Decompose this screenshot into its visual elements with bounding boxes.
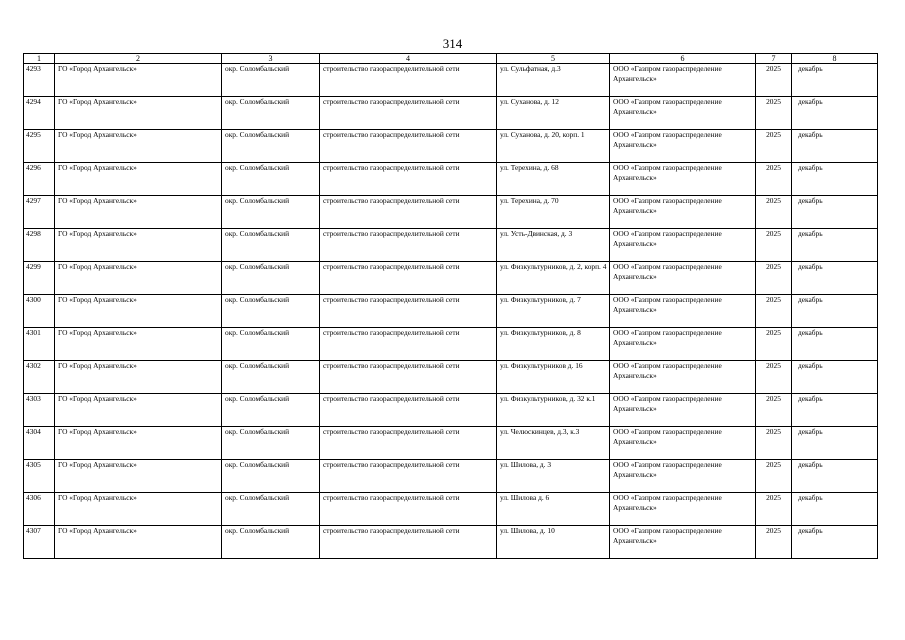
- cell-work-type: строительство газораспределительной сети: [320, 493, 497, 526]
- cell-work-type: строительство газораспределительной сети: [320, 229, 497, 262]
- cell-year: 2025: [756, 295, 792, 328]
- cell-district: окр. Соломбальский: [222, 328, 320, 361]
- cell-year: 2025: [756, 262, 792, 295]
- cell-municipality: ГО «Город Архангельск»: [55, 526, 222, 559]
- cell-municipality: ГО «Город Архангельск»: [55, 493, 222, 526]
- cell-year: 2025: [756, 130, 792, 163]
- cell-organization: ООО «Газпром газораспределение Архангельск»: [610, 97, 756, 130]
- cell-row-number: 4303: [24, 394, 55, 427]
- cell-municipality: ГО «Город Архангельск»: [55, 460, 222, 493]
- cell-month: декабрь: [792, 295, 878, 328]
- cell-year: 2025: [756, 361, 792, 394]
- cell-district: окр. Соломбальский: [222, 97, 320, 130]
- column-header-3: 3: [222, 54, 320, 64]
- cell-year: 2025: [756, 328, 792, 361]
- cell-year: 2025: [756, 163, 792, 196]
- cell-organization: ООО «Газпром газораспределение Архангельск»: [610, 328, 756, 361]
- cell-organization: ООО «Газпром газораспределение Архангельск»: [610, 196, 756, 229]
- cell-address: ул. Сульфатная, д.3: [497, 64, 610, 97]
- cell-district: окр. Соломбальский: [222, 163, 320, 196]
- table-row: [24, 262, 878, 295]
- cell-municipality: ГО «Город Архангельск»: [55, 361, 222, 394]
- table-row: [24, 493, 878, 526]
- cell-organization: ООО «Газпром газораспределение Архангельск»: [610, 130, 756, 163]
- cell-address: ул. Физкультурников, д. 7: [497, 295, 610, 328]
- cell-district: окр. Соломбальский: [222, 493, 320, 526]
- table-row: [24, 64, 878, 97]
- cell-row-number: 4296: [24, 163, 55, 196]
- cell-address: ул. Усть-Двинская, д. 3: [497, 229, 610, 262]
- cell-month: декабрь: [792, 130, 878, 163]
- cell-row-number: 4299: [24, 262, 55, 295]
- table-row: [24, 394, 878, 427]
- cell-work-type: строительство газораспределительной сети: [320, 295, 497, 328]
- cell-row-number: 4300: [24, 295, 55, 328]
- cell-month: декабрь: [792, 97, 878, 130]
- cell-row-number: 4298: [24, 229, 55, 262]
- cell-row-number: 4307: [24, 526, 55, 559]
- cell-year: 2025: [756, 196, 792, 229]
- cell-municipality: ГО «Город Архангельск»: [55, 64, 222, 97]
- cell-year: 2025: [756, 229, 792, 262]
- cell-work-type: строительство газораспределительной сети: [320, 196, 497, 229]
- cell-work-type: строительство газораспределительной сети: [320, 163, 497, 196]
- cell-municipality: ГО «Город Архангельск»: [55, 427, 222, 460]
- cell-work-type: строительство газораспределительной сети: [320, 361, 497, 394]
- cell-address: ул. Терехина, д. 70: [497, 196, 610, 229]
- table-row: [24, 427, 878, 460]
- cell-district: окр. Соломбальский: [222, 130, 320, 163]
- cell-address: ул. Суханова, д. 20, корп. 1: [497, 130, 610, 163]
- cell-municipality: ГО «Город Архангельск»: [55, 196, 222, 229]
- cell-municipality: ГО «Город Архангельск»: [55, 163, 222, 196]
- cell-address: ул. Шилова, д. 3: [497, 460, 610, 493]
- cell-year: 2025: [756, 427, 792, 460]
- column-header-5: 5: [497, 54, 610, 64]
- cell-organization: ООО «Газпром газораспределение Архангельск»: [610, 262, 756, 295]
- column-header-1: 1: [24, 54, 55, 64]
- cell-municipality: ГО «Город Архангельск»: [55, 394, 222, 427]
- cell-district: окр. Соломбальский: [222, 394, 320, 427]
- cell-work-type: строительство газораспределительной сети: [320, 328, 497, 361]
- cell-address: ул. Шилова, д. 10: [497, 526, 610, 559]
- column-header-8: 8: [792, 54, 878, 64]
- cell-month: декабрь: [792, 361, 878, 394]
- cell-organization: ООО «Газпром газораспределение Архангельск»: [610, 493, 756, 526]
- cell-municipality: ГО «Город Архангельск»: [55, 130, 222, 163]
- cell-work-type: строительство газораспределительной сети: [320, 97, 497, 130]
- cell-work-type: строительство газораспределительной сети: [320, 262, 497, 295]
- column-header-2: 2: [55, 54, 222, 64]
- cell-year: 2025: [756, 493, 792, 526]
- cell-row-number: 4305: [24, 460, 55, 493]
- cell-month: декабрь: [792, 196, 878, 229]
- cell-year: 2025: [756, 97, 792, 130]
- table-row: [24, 295, 878, 328]
- cell-row-number: 4306: [24, 493, 55, 526]
- table-row: [24, 526, 878, 559]
- cell-district: окр. Соломбальский: [222, 229, 320, 262]
- cell-year: 2025: [756, 394, 792, 427]
- table-row: [24, 460, 878, 493]
- cell-address: ул. Физкультурников д. 16: [497, 361, 610, 394]
- column-header-4: 4: [320, 54, 497, 64]
- cell-row-number: 4297: [24, 196, 55, 229]
- cell-year: 2025: [756, 460, 792, 493]
- cell-work-type: строительство газораспределительной сети: [320, 130, 497, 163]
- cell-work-type: строительство газораспределительной сети: [320, 427, 497, 460]
- cell-work-type: строительство газораспределительной сети: [320, 64, 497, 97]
- cell-organization: ООО «Газпром газораспределение Архангельск»: [610, 394, 756, 427]
- cell-municipality: ГО «Город Архангельск»: [55, 229, 222, 262]
- cell-municipality: ГО «Город Архангельск»: [55, 97, 222, 130]
- cell-municipality: ГО «Город Архангельск»: [55, 328, 222, 361]
- table-header-row: [24, 54, 878, 64]
- table-row: [24, 328, 878, 361]
- cell-row-number: 4301: [24, 328, 55, 361]
- cell-month: декабрь: [792, 262, 878, 295]
- cell-district: окр. Соломбальский: [222, 262, 320, 295]
- cell-organization: ООО «Газпром газораспределение Архангельск»: [610, 163, 756, 196]
- table-row: [24, 361, 878, 394]
- cell-organization: ООО «Газпром газораспределение Архангельск»: [610, 229, 756, 262]
- cell-row-number: 4295: [24, 130, 55, 163]
- cell-month: декабрь: [792, 493, 878, 526]
- cell-organization: ООО «Газпром газораспределение Архангельск»: [610, 295, 756, 328]
- cell-address: ул. Суханова, д. 12: [497, 97, 610, 130]
- cell-row-number: 4304: [24, 427, 55, 460]
- cell-month: декабрь: [792, 64, 878, 97]
- cell-year: 2025: [756, 64, 792, 97]
- table-row: [24, 163, 878, 196]
- cell-district: окр. Соломбальский: [222, 64, 320, 97]
- cell-district: окр. Соломбальский: [222, 196, 320, 229]
- cell-district: окр. Соломбальский: [222, 427, 320, 460]
- cell-row-number: 4293: [24, 64, 55, 97]
- cell-work-type: строительство газораспределительной сети: [320, 460, 497, 493]
- cell-work-type: строительство газораспределительной сети: [320, 394, 497, 427]
- cell-district: окр. Соломбальский: [222, 526, 320, 559]
- cell-month: декабрь: [792, 163, 878, 196]
- cell-organization: ООО «Газпром газораспределение Архангельск»: [610, 64, 756, 97]
- cell-municipality: ГО «Город Архангельск»: [55, 262, 222, 295]
- table-body: [24, 64, 878, 559]
- column-header-6: 6: [610, 54, 756, 64]
- data-table: [23, 53, 878, 559]
- cell-work-type: строительство газораспределительной сети: [320, 526, 497, 559]
- cell-address: ул. Терехина, д. 68: [497, 163, 610, 196]
- table-row: [24, 229, 878, 262]
- cell-month: декабрь: [792, 229, 878, 262]
- cell-address: ул. Челюскинцев, д.3, к.3: [497, 427, 610, 460]
- cell-organization: ООО «Газпром газораспределение Архангельск»: [610, 526, 756, 559]
- table-row: [24, 130, 878, 163]
- table-row: [24, 97, 878, 130]
- cell-district: окр. Соломбальский: [222, 361, 320, 394]
- cell-organization: ООО «Газпром газораспределение Архангельск»: [610, 361, 756, 394]
- cell-municipality: ГО «Город Архангельск»: [55, 295, 222, 328]
- cell-month: декабрь: [792, 427, 878, 460]
- cell-year: 2025: [756, 526, 792, 559]
- column-header-7: 7: [756, 54, 792, 64]
- page-number: 314: [442, 36, 463, 51]
- cell-organization: ООО «Газпром газораспределение Архангельск»: [610, 427, 756, 460]
- cell-row-number: 4302: [24, 361, 55, 394]
- cell-district: окр. Соломбальский: [222, 460, 320, 493]
- cell-month: декабрь: [792, 328, 878, 361]
- cell-month: декабрь: [792, 460, 878, 493]
- table-row: [24, 196, 878, 229]
- cell-row-number: 4294: [24, 97, 55, 130]
- cell-address: ул. Физкультурников, д. 2, корп. 4: [497, 262, 610, 295]
- cell-address: ул. Физкультурников, д. 32 к.1: [497, 394, 610, 427]
- cell-month: декабрь: [792, 394, 878, 427]
- cell-address: ул. Физкультурников, д. 8: [497, 328, 610, 361]
- cell-district: окр. Соломбальский: [222, 295, 320, 328]
- cell-organization: ООО «Газпром газораспределение Архангельск»: [610, 460, 756, 493]
- cell-month: декабрь: [792, 526, 878, 559]
- cell-address: ул. Шилова д. 6: [497, 493, 610, 526]
